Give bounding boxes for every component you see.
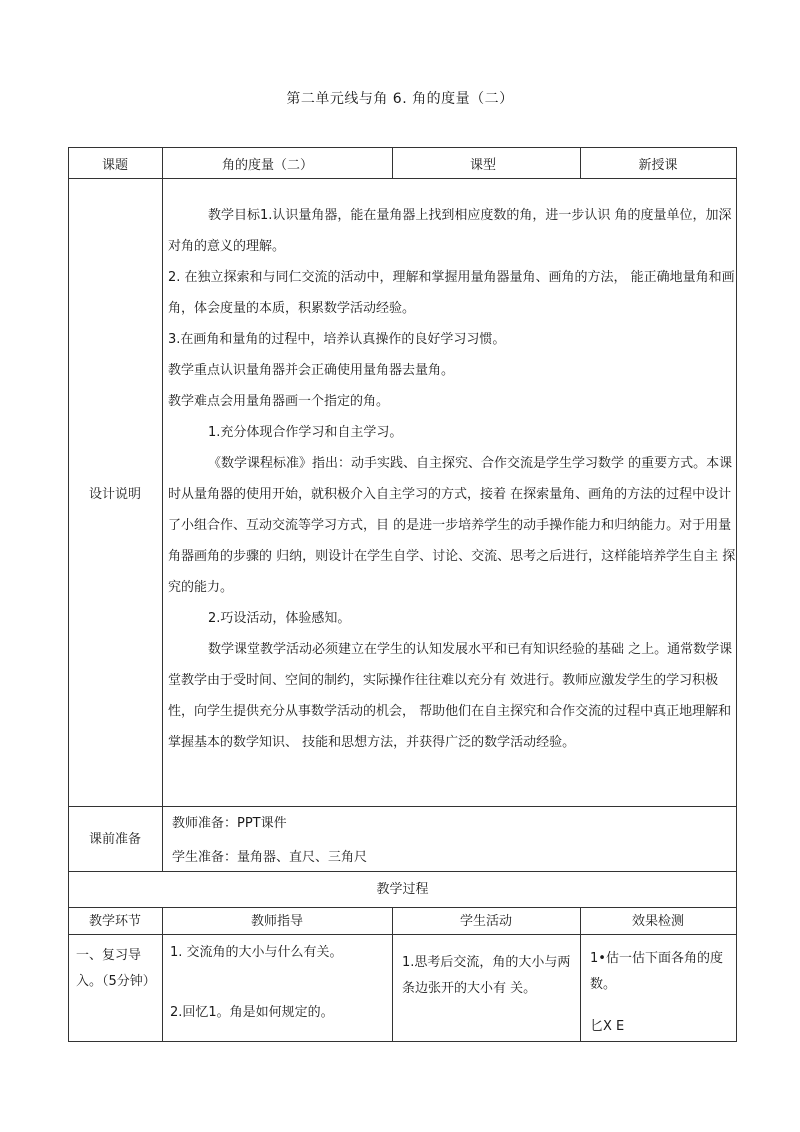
- row1-student: 1.思考后交流，角的大小与两条边张开的大小有 关。: [402, 955, 571, 996]
- design-key-point: 教学重点认识量角器并会正确使用量角器去量角。: [168, 363, 455, 378]
- column-header-student: 学生活动: [459, 914, 512, 929]
- prep-student: 学生准备：量角器、直尺、三角尺: [172, 850, 368, 865]
- design-objective-1: 教学目标1.认识量角器，能在量角器上找到相应度数的角，进一步认识 角的度量单位，加深对角的意义的理解。: [168, 208, 732, 254]
- row1-check-2: 匕X E: [590, 1019, 625, 1034]
- design-paragraph-1: 《数学课程标准》指出：动手实践、自主探究、合作交流是学生学习数学 的重要方式。本课时从量角器的使用开始，就积极介入自主学习的方式，接着 在探索量角、画角的方法的过程中设计了小组合作、互动交流等学习方式，目 的是进一步培养学生的动手操作能力和归纳能力。对于用量角器画角的步骤的 归纳，则设计在学生自学、讨论、交流、思考之后进行，这样能培养学生自主 探究的能力。: [168, 456, 736, 595]
- process-title: 教学过程: [376, 882, 429, 897]
- type-value: 新授课: [638, 158, 678, 173]
- column-header-stage: 教学环节: [88, 914, 141, 929]
- row1-stage: 一、复习导入。（5分钟）: [76, 948, 156, 989]
- topic-value: 角的度量（二）: [222, 158, 314, 173]
- design-heading-1: 1.充分体现合作学习和自主学习。: [208, 425, 403, 440]
- row1-check-1: 1•估一估下面各角的度数。: [590, 951, 723, 992]
- design-objective-2: 2. 在独立探索和与同仁交流的活动中，理解和掌握用量角器量角、画角的方法， 能正确地量角和画角，体会度量的本质，积累数学活动经验。: [168, 270, 735, 316]
- prep-teacher: 教师准备：PPT课件: [172, 816, 287, 831]
- column-header-check: 效果检测: [631, 914, 684, 929]
- design-label: 设计说明: [88, 487, 141, 502]
- column-header-teacher: 教师指导: [250, 914, 303, 929]
- row1-teacher-1: 1. 交流角的大小与什么有关。: [170, 945, 343, 960]
- type-label: 课型: [470, 158, 497, 173]
- page-title: 第二单元线与角 6. 角的度量（二）: [286, 91, 514, 107]
- topic-label: 课题: [101, 158, 128, 173]
- row1-teacher-2: 2.回忆1。角是如何规定的。: [170, 1005, 334, 1020]
- design-objective-3: 3.在画角和量角的过程中，培养认真操作的良好学习习惯。: [168, 332, 506, 347]
- design-heading-2: 2.巧设活动，体验感知。: [208, 611, 351, 626]
- design-paragraph-2: 数学课堂教学活动必须建立在学生的认知发展水平和已有知识经验的基础 之上。通常数学课堂教学由于受时间、空间的制约，实际操作往往难以充分有 效进行。教师应激发学生的学习积极性，向学生提供充分从事数学活动的机会， 帮助他们在自主探究和合作交流的过程中真正地理解和掌握基本的数学知识、 技能和思想方法，并获得广泛的数学活动经验。: [168, 642, 733, 750]
- design-difficulty: 教学难点会用量角器画一个指定的角。: [168, 394, 390, 409]
- prep-label: 课前准备: [88, 832, 141, 847]
